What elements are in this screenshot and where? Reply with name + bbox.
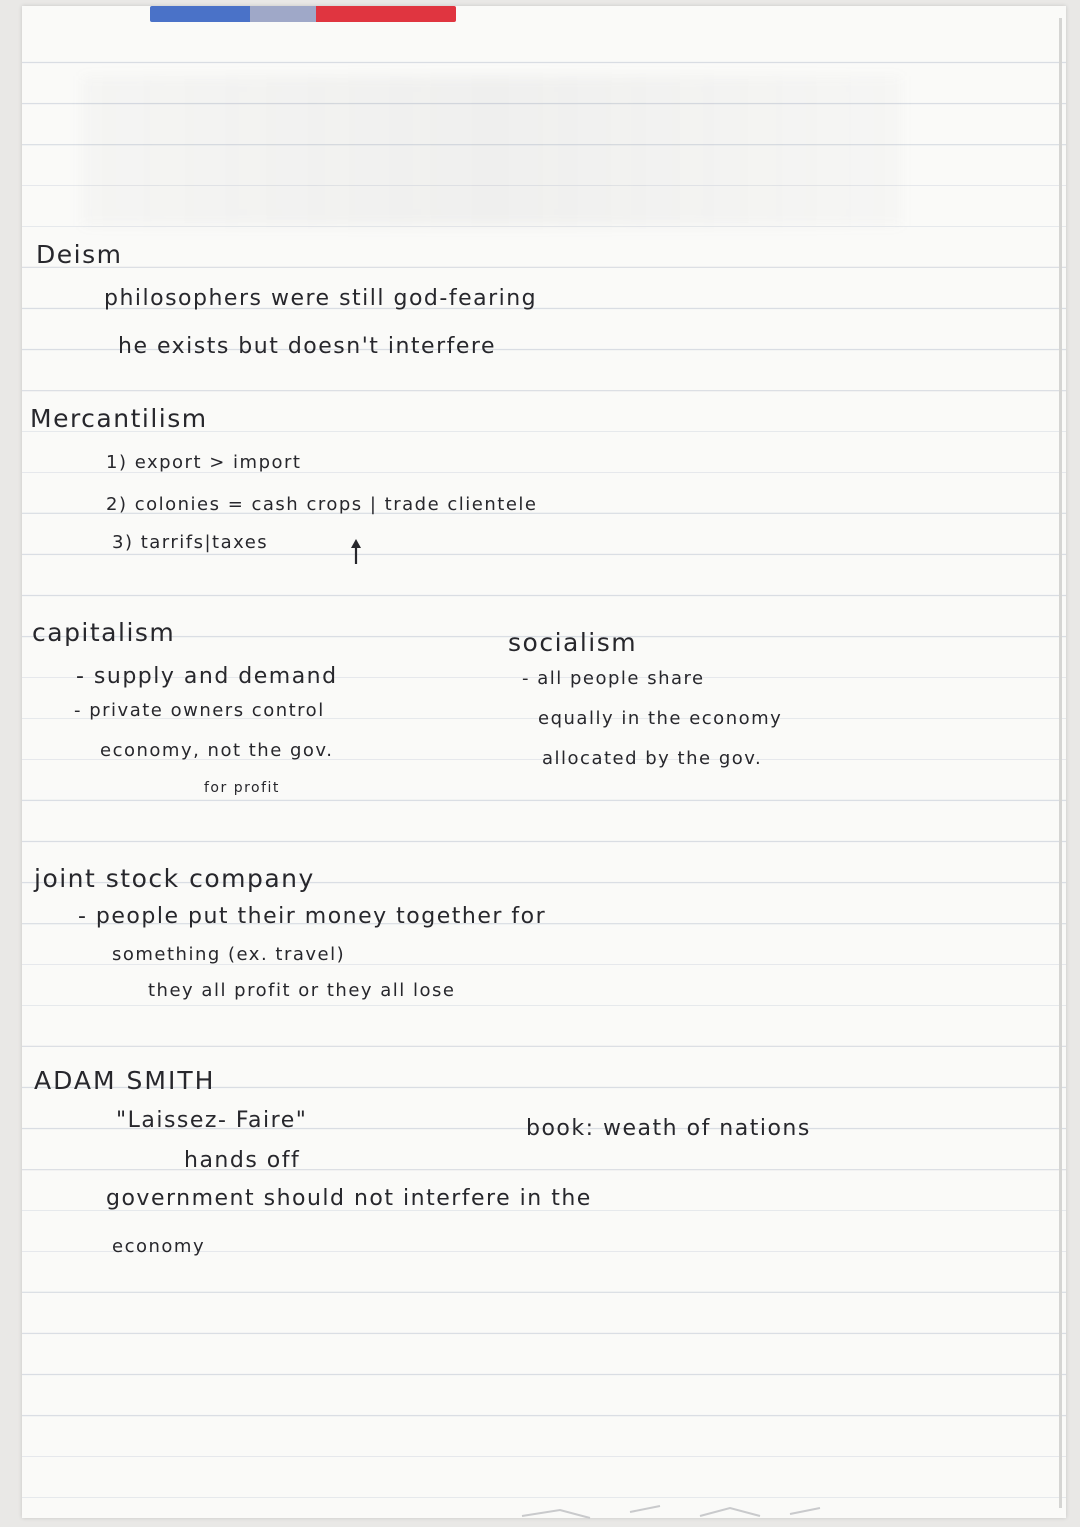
mercantilism-item-1: 1) export > import: [106, 452, 302, 473]
up-arrow-icon: [349, 538, 363, 566]
adam-smith-book: book: weath of nations: [526, 1116, 811, 1141]
capitalism-point-1: - supply and demand: [76, 664, 338, 689]
socialism-point-3: allocated by the gov.: [542, 748, 763, 769]
capitalism-point-3: economy, not the gov.: [100, 740, 334, 761]
joint-stock-heading: joint stock company: [34, 864, 315, 893]
page-edge: [1059, 18, 1062, 1508]
colored-tab-strip: [150, 6, 456, 22]
tab-gray: [250, 6, 316, 22]
mercantilism-item-3: 3) tarrifs|taxes: [112, 532, 269, 553]
mercantilism-item-2: 2) colonies = cash crops | trade clientele: [106, 494, 538, 515]
adam-smith-translation: hands off: [184, 1148, 301, 1173]
socialism-heading: socialism: [508, 628, 638, 657]
socialism-point-1: - all people share: [522, 668, 705, 689]
adam-smith-line-2: economy: [112, 1236, 206, 1257]
deism-point-1: philosophers were still god-fearing: [104, 286, 538, 311]
adam-smith-heading: ADAM SMITH: [34, 1066, 216, 1095]
deism-point-2: he exists but doesn't interfere: [118, 334, 496, 359]
capitalism-annotation: for profit: [204, 780, 280, 796]
joint-stock-line-3: they all profit or they all lose: [148, 980, 456, 1001]
deism-heading: Deism: [36, 240, 123, 269]
adam-smith-line-1: government should not interfere in the: [106, 1186, 592, 1211]
capitalism-heading: capitalism: [32, 618, 176, 647]
tab-blue: [150, 6, 250, 22]
socialism-point-2: equally in the economy: [538, 708, 783, 729]
capitalism-point-2: - private owners control: [74, 700, 325, 721]
joint-stock-line-2: something (ex. travel): [112, 944, 346, 965]
tab-red: [316, 6, 456, 22]
mercantilism-heading: Mercantilism: [30, 404, 208, 433]
faint-bleed-through: [82, 76, 902, 226]
adam-smith-quote: "Laissez- Faire": [116, 1108, 308, 1133]
joint-stock-line-1: - people put their money together for: [78, 904, 547, 929]
page-bottom-marks: [520, 1502, 840, 1520]
